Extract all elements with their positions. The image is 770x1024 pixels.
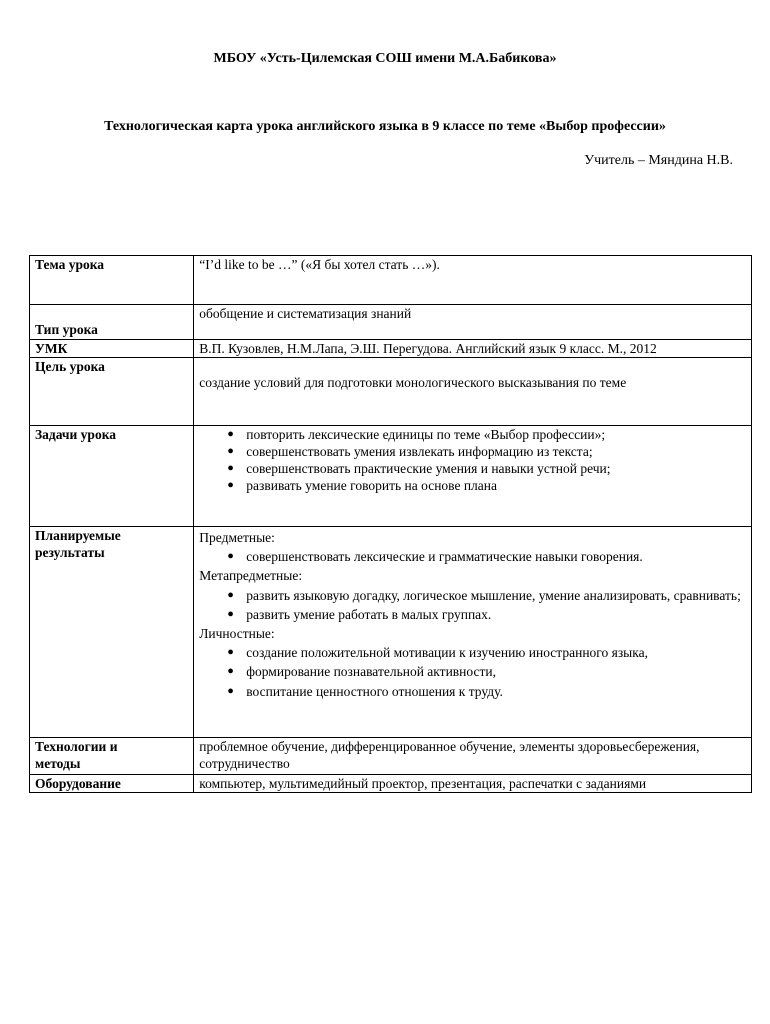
list-item: ● развить умение работать в малых группах. — [246, 605, 746, 624]
table-row-tech — [30, 738, 752, 775]
tasks-cell — [194, 426, 752, 527]
goal-value: создание условий для подготовки монологического высказывания по теме — [194, 358, 752, 426]
bullet-icon: ● — [227, 479, 234, 491]
list-item: ● совершенствовать лексические и грамматические навыки говорения. — [246, 547, 746, 566]
bullet-icon: ● — [227, 550, 234, 563]
list-item: ● развивать умение говорить на основе плана — [227, 478, 497, 493]
bullet-icon: ● — [227, 607, 234, 620]
list-item: ● воспитание ценностного отношения к труду. — [246, 682, 746, 701]
topic-label: Тема урока — [30, 256, 194, 305]
tech-value: проблемное обучение, дифференцированное обучение, элементы здоровьесбережения, сотрудничество — [194, 738, 752, 775]
bullet-icon: ● — [227, 588, 234, 601]
bullet-icon: ● — [227, 462, 234, 474]
meta-results-list — [199, 586, 746, 624]
subject-results-list — [199, 547, 746, 566]
bullet-icon: ● — [227, 428, 234, 440]
umk-value: В.П. Кузовлев, Н.М.Лапа, Э.Ш. Перегудова. Английский язык 9 класс. М., 2012 — [194, 340, 752, 358]
table-row-goal — [30, 358, 752, 426]
tasks-list — [199, 426, 746, 494]
personal-results-list — [199, 643, 746, 701]
results-cell — [194, 527, 752, 738]
list-item: ● формирование познавательной активности, — [246, 662, 746, 681]
type-value: обобщение и систематизация знаний — [194, 305, 752, 340]
personal-results-heading: Личностные: — [199, 626, 275, 642]
bullet-icon: ● — [227, 445, 234, 457]
list-item: ● совершенствовать умения извлекать информацию из текста; — [227, 444, 593, 459]
type-label: Тип урока — [30, 305, 194, 340]
lesson-table — [29, 255, 752, 793]
equipment-value: компьютер, мультимедийный проектор, презентация, распечатки с заданиями — [194, 775, 752, 793]
school-name: МБОУ «Усть-Цилемская СОШ имени М.А.Бабикова» — [213, 51, 557, 66]
meta-results-heading: Метапредметные: — [199, 568, 303, 584]
table-row-tasks — [30, 426, 752, 527]
table-row-type — [30, 305, 752, 340]
tasks-label: Задачи урока — [30, 426, 194, 527]
table-row-topic — [30, 256, 752, 305]
equipment-label: Оборудование — [30, 775, 194, 793]
list-item: ● развить языковую догадку, логическое мышление, умение анализировать, сравнивать; — [246, 586, 746, 605]
tech-label: Технологии и методы — [30, 738, 194, 775]
table-row-equipment — [30, 775, 752, 793]
teacher-name: Учитель – Мяндина Н.В. — [584, 153, 733, 168]
topic-value: “I’d like to be …” («Я бы хотел стать …»). — [194, 256, 752, 305]
list-item: ● создание положительной мотивации к изучению иностранного языка, — [246, 643, 746, 662]
results-label: Планируемые результаты — [30, 527, 194, 738]
document-title: Технологическая карта урока английского языка в 9 классе по теме «Выбор профессии» — [104, 119, 666, 134]
bullet-icon: ● — [227, 646, 234, 659]
subject-results-heading: Предметные: — [199, 530, 275, 545]
list-item: ● совершенствовать практические умения и навыки устной речи; — [227, 461, 611, 476]
umk-label: УМК — [30, 340, 194, 358]
bullet-icon: ● — [227, 665, 234, 678]
table-row-results — [30, 527, 752, 738]
list-item: ● повторить лексические единицы по теме «Выбор профессии»; — [227, 427, 606, 442]
goal-label: Цель урока — [30, 358, 194, 426]
bullet-icon: ● — [227, 684, 234, 697]
table-row-umk — [30, 340, 752, 358]
